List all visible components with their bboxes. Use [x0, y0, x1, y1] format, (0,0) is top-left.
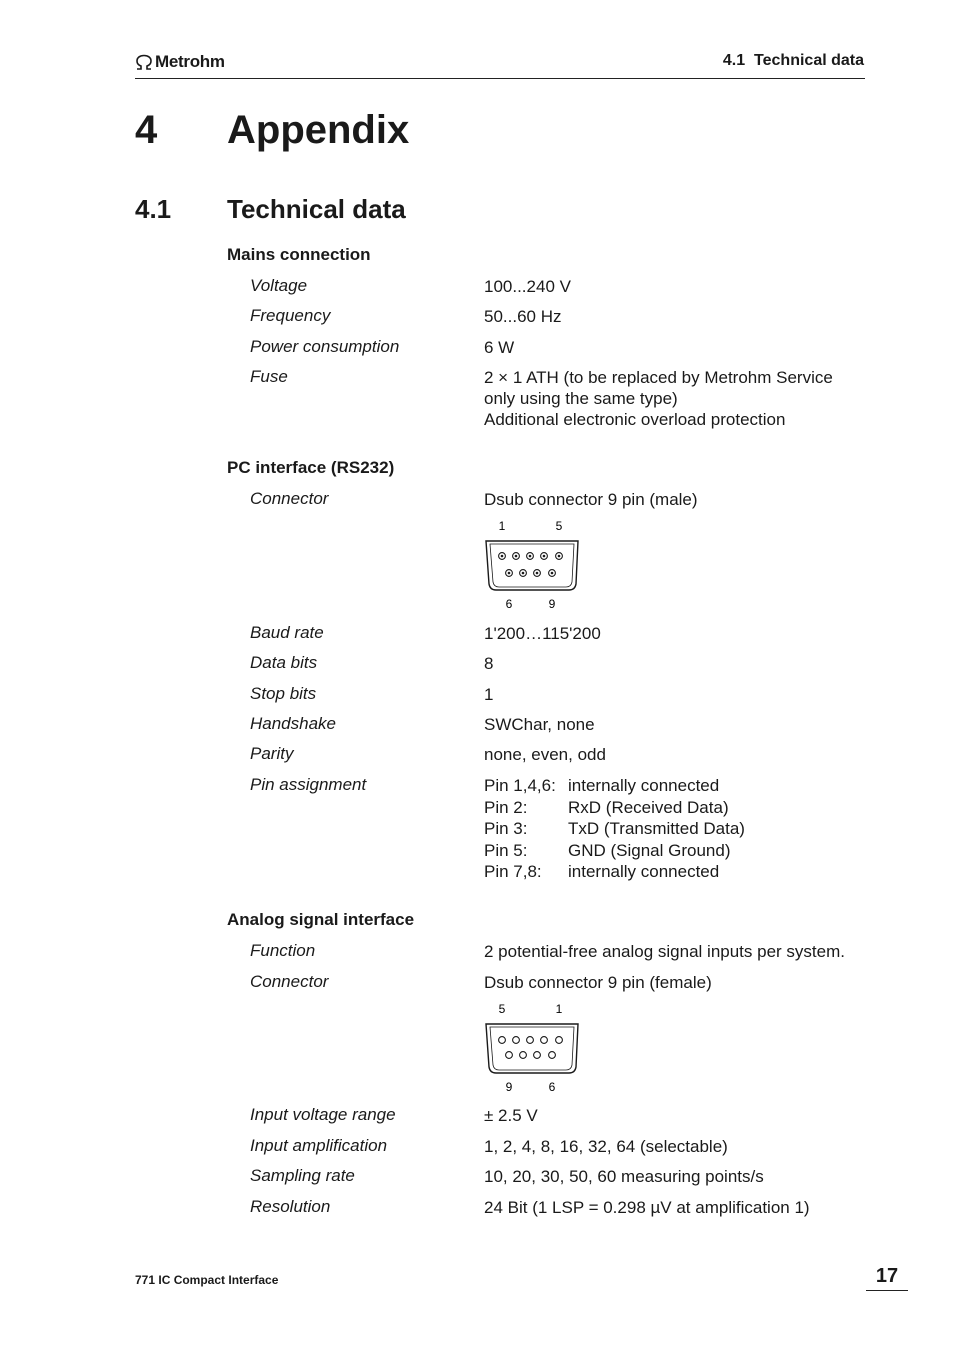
analog-interface-heading: Analog signal interface	[227, 910, 415, 929]
pin-label-6: 6	[548, 1080, 556, 1094]
baud-rate-value: 1'200…115'200	[484, 624, 601, 643]
pin-row	[484, 797, 745, 819]
pc-interface-heading: PC interface (RS232)	[227, 458, 395, 477]
header-section-ref: 4.1 Technical data	[722, 52, 864, 69]
pin-label-9: 9	[505, 1080, 513, 1094]
input-voltage-range-value: ± 2.5 V	[484, 1106, 538, 1125]
logo-text: Metrohm	[155, 52, 225, 71]
pin-desc: internally connected	[568, 862, 720, 881]
pin-desc: internally connected	[568, 776, 720, 795]
pin-id: Pin 2:	[484, 797, 528, 817]
analog-connector-value: Dsub connector 9 pin (female)	[484, 973, 712, 992]
pin-desc: TxD (Transmitted Data)	[568, 819, 745, 838]
pin-assignment-label: Pin assignment	[250, 775, 367, 794]
pin-label-1: 1	[498, 519, 506, 533]
function-label: Function	[250, 941, 316, 960]
omega-logo-icon	[135, 54, 153, 70]
section-number: 4.1	[135, 194, 172, 224]
analog-connector-label: Connector	[250, 972, 329, 991]
voltage-label: Voltage	[250, 276, 308, 295]
fuse-line-1: 2 × 1 ATH (to be replaced by Metrohm Service	[484, 368, 833, 387]
parity-label: Parity	[250, 744, 294, 763]
pin-assignment-table	[484, 775, 745, 883]
handshake-label: Handshake	[250, 714, 337, 733]
stop-bits-value: 1	[484, 685, 494, 704]
pin-row	[484, 818, 745, 840]
pin-label-5: 5	[555, 519, 563, 533]
header-divider	[135, 78, 865, 79]
resolution-value: 24 Bit (1 LSP = 0.298 µV at amplification 1)	[484, 1198, 810, 1217]
metrohm-logo	[135, 52, 225, 72]
fuse-line-3: Additional electronic overload protection	[484, 410, 786, 429]
data-bits-value: 8	[484, 654, 494, 673]
stop-bits-label: Stop bits	[250, 684, 317, 703]
footer-product-name: 771 IC Compact Interface	[135, 1273, 279, 1287]
power-label: Power consumption	[250, 337, 400, 356]
fuse-label: Fuse	[250, 367, 288, 386]
pin-id: Pin 1,4,6:	[484, 776, 556, 795]
dsub-male-connector-diagram	[484, 516, 594, 616]
frequency-value: 50...60 Hz	[484, 307, 562, 326]
fuse-value	[484, 367, 864, 430]
pin-id: Pin 3:	[484, 819, 528, 838]
sampling-rate-label: Sampling rate	[250, 1166, 355, 1185]
chapter-number: 4	[135, 108, 158, 152]
data-bits-label: Data bits	[250, 653, 318, 672]
input-voltage-range-label: Input voltage range	[250, 1105, 396, 1124]
baud-rate-label: Baud rate	[250, 623, 324, 642]
handshake-value: SWChar, none	[484, 715, 595, 734]
pin-desc: RxD (Received Data)	[568, 797, 729, 817]
pin-id: Pin 7,8:	[484, 862, 542, 881]
page-number: 17	[866, 1265, 908, 1291]
pin-row	[484, 775, 745, 797]
chapter-title: Appendix	[227, 108, 410, 152]
dsub-female-connector-diagram	[484, 999, 594, 1099]
pin-row	[484, 861, 745, 883]
input-amplification-label: Input amplification	[250, 1136, 388, 1155]
pin-row	[484, 840, 745, 862]
parity-value: none, even, odd	[484, 745, 606, 764]
frequency-label: Frequency	[250, 306, 331, 325]
input-amplification-value: 1, 2, 4, 8, 16, 32, 64 (selectable)	[484, 1137, 728, 1156]
power-value: 6 W	[484, 338, 515, 357]
pc-connector-label: Connector	[250, 489, 329, 508]
pin-label-6: 6	[505, 597, 513, 611]
pin-id: Pin 5:	[484, 840, 528, 860]
mains-heading: Mains connection	[227, 245, 371, 264]
section-title: Technical data	[227, 194, 406, 224]
pin-label-9: 9	[548, 597, 556, 611]
pin-label-1: 1	[555, 1002, 563, 1016]
voltage-value: 100...240 V	[484, 277, 571, 296]
sampling-rate-value: 10, 20, 30, 50, 60 measuring points/s	[484, 1167, 764, 1186]
fuse-line-2: only using the same type)	[484, 389, 678, 408]
pin-label-5: 5	[498, 1002, 506, 1016]
pc-connector-value: Dsub connector 9 pin (male)	[484, 490, 698, 509]
resolution-label: Resolution	[250, 1197, 331, 1216]
function-value: 2 potential-free analog signal inputs per system.	[484, 942, 845, 961]
pin-desc: GND (Signal Ground)	[568, 840, 731, 860]
